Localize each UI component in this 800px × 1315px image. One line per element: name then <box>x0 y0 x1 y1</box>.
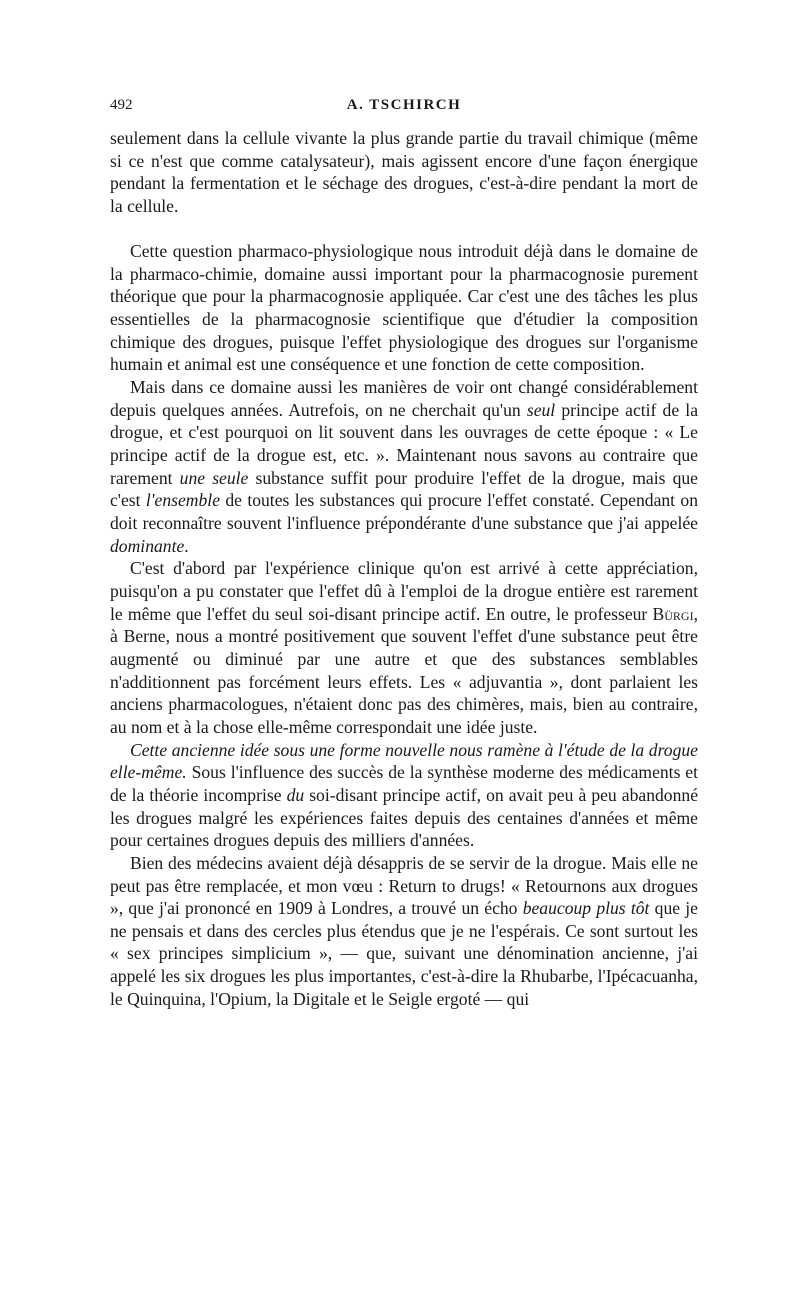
paragraph-3 <box>110 376 698 557</box>
text-run: que je ne pensais et dans des cercles plus étendus que je ne l'espérais. Ce sont surtout les « sex principes simplicium », — que, suivant une dénomination ancienne, j'ai appelé les six drogues les plus importantes, c'est-à-dire la Rhubarbe, l'Ipécacuanha, le Quinquina, l'Opium, la Digitale et le Seigle ergoté — qui <box>110 898 698 1009</box>
paragraph-5 <box>110 739 698 852</box>
text-run: Bien des médecins avaient déjà désappris de se servir de la drogue. Mais elle ne peut pas être remplacée, et mon vœu : Return to drugs! « Retournons aux drogues », que j'ai prononcé en 1909 à Londres, a trouvé un écho <box>110 852 698 919</box>
text-run: C'est d'abord par l'expérience clinique qu'on est arrivé à cette appréciation, puisqu'on a pu constater que l'effet dû à l'emploi de la drogue entière est rarement le même que l'effet du seul soi-disant principe actif. En outre, le professeur <box>110 558 698 624</box>
italic-text: l'ensemble <box>145 490 221 511</box>
text-run: Sous l'influence des succès de la synthèse moderne des médicaments et de la théorie incomprise <box>110 762 698 805</box>
paragraph-2 <box>110 240 698 376</box>
italic-text: dominante <box>110 535 185 556</box>
paragraph-4 <box>110 557 698 738</box>
text-run: , à Berne, nous a montré positivement que souvent l'effet d'une substance peut être augmenté ou diminué par une autre et que des substances semblables n'additionnent pas forcément leurs effets. Les « adjuvantia », dont parlaient les anciens pharmacologues, n'étaient donc pas des chimères, mais, bien au contraire, au nom et à la chose elle-même correspondait une idée juste. <box>110 603 698 737</box>
text-run: . <box>184 535 189 556</box>
italic-text: du <box>286 784 305 805</box>
running-head-author: A. TSCHIRCH <box>346 97 462 113</box>
text-run: substance suffit pour produire l'effet de la drogue, mais que c'est <box>110 467 698 511</box>
italic-text: beaucoup plus tôt <box>522 898 650 919</box>
text-run: seulement dans la cellule vivante la plus grande partie du travail chimique (même si ce n'est que comme catalysateur), mais agissent encore d'une façon énergique pendant la fermentation et le séchage des drogues, c'est-à-dire pendant la mort de la cellule. <box>110 128 698 216</box>
text-run: soi-disant principe actif, on avait peu à peu abandonné les drogues malgré les expériences faites depuis des centaines d'années et même pour certaines drogues depuis des milliers d'années. <box>110 784 698 851</box>
italic-text: seul <box>526 399 556 420</box>
paragraph-1 <box>110 127 698 218</box>
book-page <box>110 97 698 1010</box>
page-number: 492 <box>110 97 133 113</box>
text-run: de toutes les substances qui procure l'effet constaté. Cependant on doit reconnaître souvent l'influence prépondérante d'une substance que j'ai appelée <box>110 490 699 533</box>
text-run: Mais dans ce domaine aussi les manières de voir ont changé considérablement depuis quelques années. Autrefois, on ne cherchait qu'un <box>110 377 698 420</box>
body-text <box>110 127 698 1010</box>
italic-text: Cette ancienne idée sous une forme nouvelle nous ramène à l'étude de la drogue elle-même. <box>110 739 698 783</box>
italic-text: une seule <box>179 467 249 488</box>
text-run: Cette question pharmaco-physiologique nous introduit déjà dans le domaine de la pharmaco-chimie, domaine aussi important pour la pharmacognosie purement théorique que pour la pharmacognosie appliquée. Car c'est une des tâches les plus essentielles de la pharmacognosie scientifique que d'étudier la composition chimique des drogues, puisque l'effet physiologique des drogues sur l'organisme humain et animal est une conséquence et une fonction de cette composition. <box>110 241 698 375</box>
text-run: principe actif de la drogue, et c'est pourquoi on lit souvent dans les ouvrages de cette époque : « Le principe actif de la drogue est, etc. ». Maintenant nous savons au contraire que rarement <box>110 399 699 488</box>
small-caps-name: Bürgi <box>652 603 694 624</box>
running-header <box>110 97 698 121</box>
paragraph-6 <box>110 852 698 1011</box>
